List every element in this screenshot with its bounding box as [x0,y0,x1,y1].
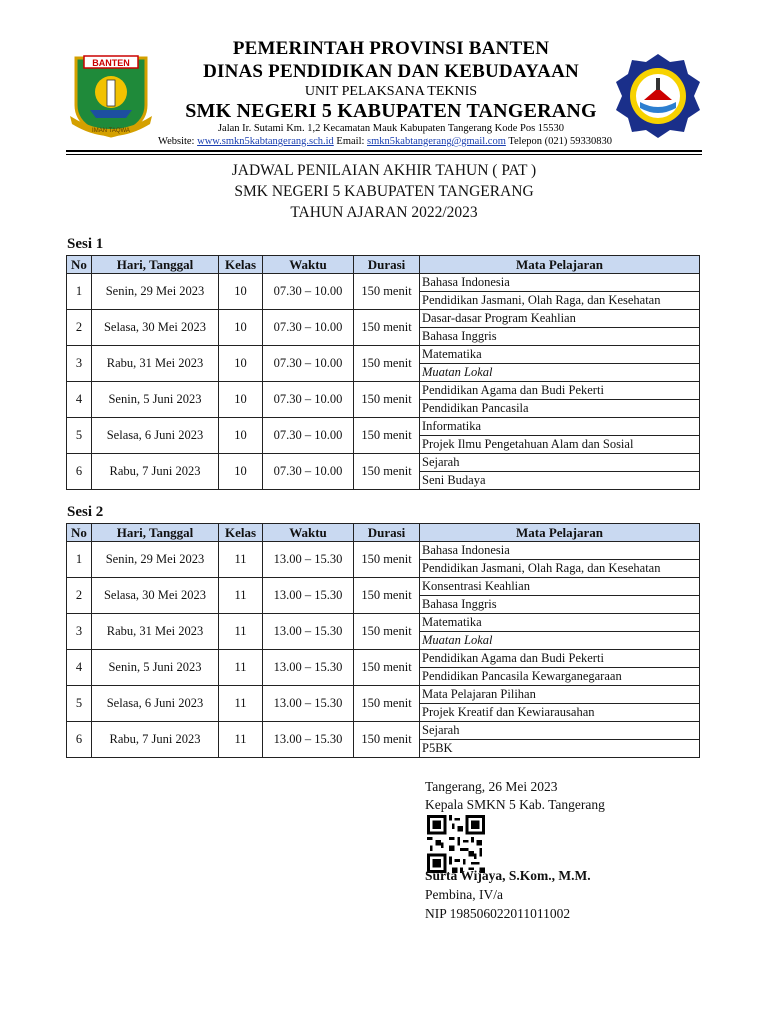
cell-durasi: 150 menit [354,614,420,650]
header-mapel: Mata Pelajaran [420,256,700,274]
cell-waktu: 13.00 – 15.30 [263,686,354,722]
cell-date: Selasa, 30 Mei 2023 [92,310,219,346]
cell-durasi: 150 menit [354,578,420,614]
letterhead-address: Jalan Ir. Sutami Km. 1,2 Kecamatan Mauk Kabupaten Tangerang Kode Pos 15530 [217,123,565,134]
cell-kelas: 10 [219,346,263,382]
table-row [67,686,700,704]
cell-subject-1: Pendidikan Agama dan Budi Pekerti [420,650,700,668]
signatory-nip: NIP 198506022011011002 [425,906,571,921]
cell-subject-1: Informatika [420,418,700,436]
cell-durasi: 150 menit [354,418,420,454]
document-title-line2: SMK NEGERI 5 KABUPATEN TANGERANG [234,183,534,200]
header-durasi: Durasi [354,524,420,542]
cell-kelas: 11 [219,650,263,686]
cell-date: Senin, 29 Mei 2023 [92,274,219,310]
cell-waktu: 07.30 – 10.00 [263,418,354,454]
cell-no: 3 [67,614,92,650]
cell-subject-1: Dasar-dasar Program Keahlian [420,310,700,328]
cell-subject-2: Seni Budaya [420,472,700,490]
cell-subject-2: Pendidikan Jasmani, Olah Raga, dan Kesehatan [420,292,700,310]
cell-waktu: 13.00 – 15.30 [263,650,354,686]
email-label: Email: [336,136,365,147]
table-row [67,614,700,632]
cell-durasi: 150 menit [354,542,420,578]
cell-kelas: 11 [219,722,263,758]
signature-place-date: Tangerang, 26 Mei 2023 [425,779,558,794]
table-row [67,346,700,364]
cell-no: 4 [67,382,92,418]
cell-durasi: 150 menit [354,346,420,382]
cell-subject-1: Sejarah [420,722,700,740]
cell-date: Rabu, 7 Juni 2023 [92,454,219,490]
cell-waktu: 13.00 – 15.30 [263,614,354,650]
header-waktu: Waktu [263,256,354,274]
table-row [67,310,700,328]
cell-subject-2: Bahasa Inggris [420,328,700,346]
cell-durasi: 150 menit [354,686,420,722]
letterhead-line1: PEMERINTAH PROVINSI BANTEN [232,38,550,59]
cell-durasi: 150 menit [354,274,420,310]
signature-position: Kepala SMKN 5 Kab. Tangerang [425,797,605,812]
cell-date: Selasa, 30 Mei 2023 [92,578,219,614]
cell-durasi: 150 menit [354,650,420,686]
cell-kelas: 10 [219,382,263,418]
cell-kelas: 11 [219,542,263,578]
cell-durasi: 150 menit [354,722,420,758]
cell-subject-2: Pendidikan Pancasila Kewarganegaraan [420,668,700,686]
qr-code-signature [427,815,485,873]
cell-date: Rabu, 31 Mei 2023 [92,346,219,382]
cell-subject-2: Bahasa Inggris [420,596,700,614]
cell-waktu: 13.00 – 15.30 [263,578,354,614]
cell-kelas: 11 [219,686,263,722]
cell-waktu: 07.30 – 10.00 [263,454,354,490]
table-row [67,454,700,472]
header-date: Hari, Tanggal [92,256,219,274]
banten-emblem-logo [66,50,156,140]
phone-text: Telepon (021) 59330830 [508,136,612,147]
cell-kelas: 11 [219,578,263,614]
letterhead-contact [105,136,665,147]
cell-date: Senin, 5 Juni 2023 [92,382,219,418]
cell-date: Senin, 29 Mei 2023 [92,542,219,578]
cell-waktu: 07.30 – 10.00 [263,274,354,310]
cell-subject-1: Pendidikan Agama dan Budi Pekerti [420,382,700,400]
header-no: No [67,256,92,274]
cell-kelas: 10 [219,310,263,346]
cell-date: Selasa, 6 Juni 2023 [92,418,219,454]
table-row [67,542,700,560]
svg-text:BANTEN: BANTEN [92,58,130,68]
table-row [67,418,700,436]
table-row [67,578,700,596]
cell-no: 1 [67,542,92,578]
cell-waktu: 13.00 – 15.30 [263,542,354,578]
table-header-row [67,256,700,274]
cell-no: 5 [67,686,92,722]
cell-waktu: 07.30 – 10.00 [263,346,354,382]
cell-durasi: 150 menit [354,310,420,346]
cell-no: 4 [67,650,92,686]
cell-no: 5 [67,418,92,454]
cell-date: Senin, 5 Juni 2023 [92,650,219,686]
svg-text:IMAN TAQWA: IMAN TAQWA [92,128,130,134]
cell-subject-2: Projek Kreatif dan Kewiarausahan [420,704,700,722]
cell-durasi: 150 menit [354,382,420,418]
header-waktu: Waktu [263,524,354,542]
signatory-name: Surta Wijaya, S.Kom., M.M. [425,868,591,883]
cell-waktu: 13.00 – 15.30 [263,722,354,758]
school-emblem-logo [614,52,702,140]
email-link[interactable]: smkn5kabtangerang@gmail.com [367,136,506,147]
cell-no: 6 [67,454,92,490]
cell-waktu: 07.30 – 10.00 [263,382,354,418]
letterhead-line3: UNIT PELAKSANA TEKNIS [304,84,478,99]
letterhead-line2: DINAS PENDIDIKAN DAN KEBUDAYAAN [203,61,579,82]
cell-kelas: 11 [219,614,263,650]
table-header-row [67,524,700,542]
website-label: Website: [158,136,195,147]
cell-subject-1: Bahasa Indonesia [420,542,700,560]
header-durasi: Durasi [354,256,420,274]
cell-date: Rabu, 31 Mei 2023 [92,614,219,650]
sesi1-label: Sesi 1 [67,236,104,252]
cell-kelas: 10 [219,454,263,490]
cell-subject-1: Bahasa Indonesia [420,274,700,292]
website-link[interactable]: www.smkn5kabtangerang.sch.id [197,136,334,147]
header-date: Hari, Tanggal [92,524,219,542]
cell-subject-1: Mata Pelajaran Pilihan [420,686,700,704]
cell-durasi: 150 menit [354,454,420,490]
sesi2-label: Sesi 2 [67,504,104,520]
cell-no: 2 [67,578,92,614]
header-divider-thick [66,150,702,152]
header-no: No [67,524,92,542]
cell-subject-2: Projek Ilmu Pengetahuan Alam dan Sosial [420,436,700,454]
cell-no: 1 [67,274,92,310]
cell-kelas: 10 [219,274,263,310]
signatory-rank: Pembina, IV/a [425,887,503,902]
document-title-line1: JADWAL PENILAIAN AKHIR TAHUN ( PAT ) [231,162,537,179]
cell-no: 3 [67,346,92,382]
letterhead-school-name: SMK NEGERI 5 KABUPATEN TANGERANG [185,100,597,122]
cell-no: 6 [67,722,92,758]
cell-date: Selasa, 6 Juni 2023 [92,686,219,722]
cell-waktu: 07.30 – 10.00 [263,310,354,346]
cell-subject-2: Muatan Lokal [420,632,700,650]
table-row [67,274,700,292]
cell-no: 2 [67,310,92,346]
cell-subject-2: Muatan Lokal [420,364,700,382]
table-row [67,382,700,400]
header-kelas: Kelas [219,256,263,274]
cell-subject-2: P5BK [420,740,700,758]
cell-subject-1: Sejarah [420,454,700,472]
header-mapel: Mata Pelajaran [420,524,700,542]
cell-subject-1: Matematika [420,346,700,364]
sesi2-schedule-table [66,523,700,758]
cell-subject-2: Pendidikan Pancasila [420,400,700,418]
cell-kelas: 10 [219,418,263,454]
document-title-line3: TAHUN AJARAN 2022/2023 [290,204,478,221]
header-divider-thin [66,154,702,155]
header-kelas: Kelas [219,524,263,542]
cell-subject-1: Matematika [420,614,700,632]
table-row [67,722,700,740]
cell-subject-2: Pendidikan Jasmani, Olah Raga, dan Kesehatan [420,560,700,578]
sesi1-schedule-table [66,255,700,490]
table-row [67,650,700,668]
cell-date: Rabu, 7 Juni 2023 [92,722,219,758]
cell-subject-1: Konsentrasi Keahlian [420,578,700,596]
